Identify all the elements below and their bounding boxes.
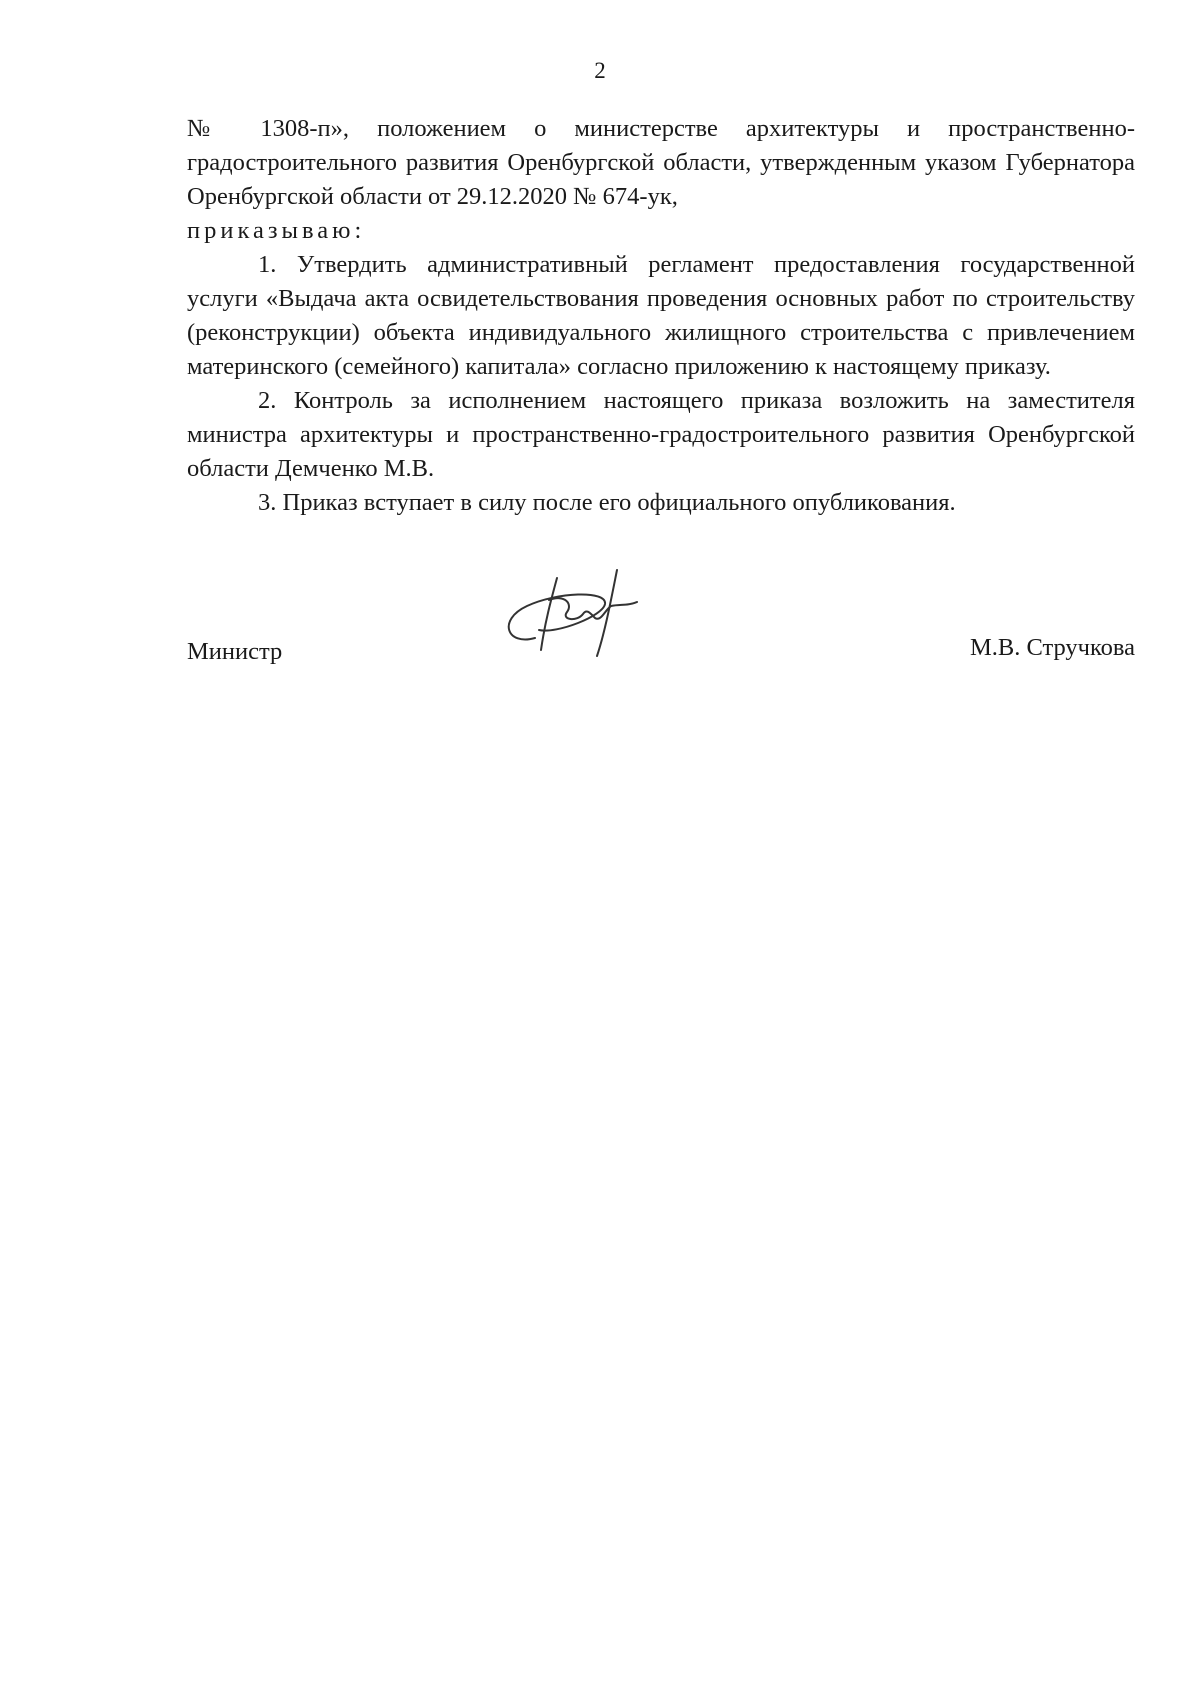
preamble-paragraph (187, 112, 1135, 248)
order-verb: приказываю: (187, 217, 366, 244)
signatory-name: М.В. Стручкова (969, 634, 1135, 661)
clause-2: 2. Контроль за исполнением настоящего приказа возложить на заместителя министра архитектуры и пространственно-градостроительного развития Оренбургской области Демченко М.В. (187, 387, 1135, 482)
handwritten-signature (487, 560, 667, 670)
preamble-text: № 1308-п», положением о министерстве архитектуры и пространственно-градостроительного развития Оренбургской области, утвержденным указом Губернатора Оренбургской области от 29.12.2020 № 674-ук, (187, 115, 1135, 210)
signatory-title: Министр (187, 638, 283, 665)
order-body (187, 112, 1135, 520)
clause-3: 3. Приказ вступает в силу после его официального опубликования. (258, 489, 956, 516)
signature-block (187, 630, 1135, 690)
clause-1: 1. Утвердить административный регламент предоставления государственной услуги «Выдача акта освидетельствования проведения основных работ по строительству (реконструкции) объекта индивидуального жилищного строительства с привлечением материнского (семейного) капитала» согласно приложению к настоящему приказу. (187, 251, 1135, 380)
page-number: 2 (594, 58, 606, 83)
